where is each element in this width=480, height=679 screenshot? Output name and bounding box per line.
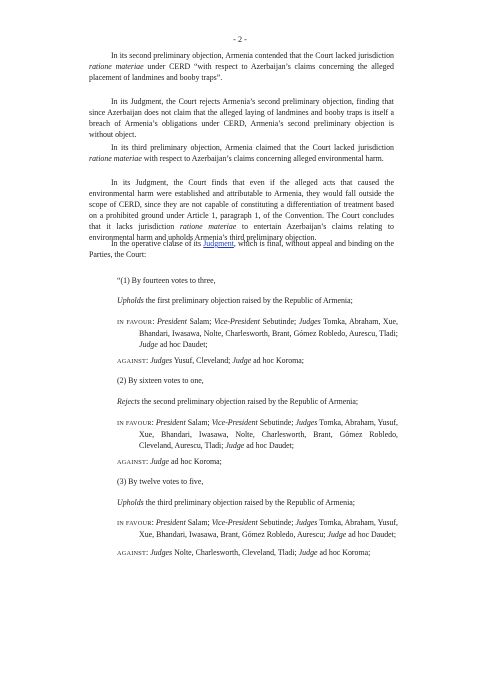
page-number: - 2 - (233, 35, 247, 44)
paragraph-1: In its second preliminary objection, Armenia contended that the Court lacked jurisdiction ratione materiae under CERD “with respect to Azerbaijan’s claims concerning the alleged placement of landmines and booby traps”. (89, 51, 394, 82)
operative-intro: In the operative clause of its Judgment, which is final, without appeal and binding on the Parties, the Court: (89, 239, 394, 259)
clause-1-against: AGAINST: Judges Yusuf, Cleveland; Judge ad hoc Koroma; (117, 356, 304, 365)
clause-2-against: AGAINST: Judge ad hoc Koroma; (117, 457, 222, 466)
judgment-link[interactable]: Judgment (203, 239, 234, 248)
paragraph-4: In its Judgment, the Court finds that even if the alleged acts that caused the environmental harm were established and attributable to Armenia, they would fall outside the scope of CERD, since they are not capable of constituting a differentiation of treatment based on a prohibited ground under Article 1, paragraph 1, of the Convention. The Court concludes that it lacks jurisdiction ratione materiae to entertain Azerbaijan’s claims relating to environmental harm and upholds Armenia’s third preliminary objection. (89, 178, 394, 242)
clause-3-heading: (3) By twelve votes to five, (117, 477, 204, 486)
paragraph-3: In its third preliminary objection, Armenia claimed that the Court lacked jurisdiction ratione materiae with respect to Azerbaijan’s claims concerning alleged environmental harm. (89, 143, 394, 163)
clause-3-in-favour: IN FAVOUR: President Salam; Vice-President Sebutinde; Judges Tomka, Abraham, Yusuf, Xue, Bhandari, Iwasawa, Brant, Gómez Robledo, Aurescu; Judge ad hoc Daudet; (117, 518, 398, 539)
clause-3-against: AGAINST: Judges Nolte, Charlesworth, Cleveland, Tladi; Judge ad hoc Koroma; (117, 548, 371, 557)
clause-2-in-favour: IN FAVOUR: President Salam; Vice-President Sebutinde; Judges Tomka, Abraham, Yusuf, Xue, Bhandari, Iwasawa, Nolte, Charlesworth, Brant, Gómez Robledo, Cleveland, Aurescu, Tladi; Judge ad hoc Daudet; (117, 418, 398, 450)
clause-3-decision: Upholds the third preliminary objection raised by the Republic of Armenia; (117, 498, 355, 507)
paragraph-2: In its Judgment, the Court rejects Armenia’s second preliminary objection, finding that since Azerbaijan does not claim that the alleged laying of landmines and booby traps is itself a breach of Armenia’s obligations under CERD, Armenia’s second preliminary objection is without object. (89, 97, 394, 139)
clause-1-decision: Upholds the first preliminary objection raised by the Republic of Armenia; (117, 296, 353, 305)
clause-1-heading: “(1) By fourteen votes to three, (117, 276, 216, 285)
clause-1-in-favour: IN FAVOUR: President Salam; Vice-President Sebutinde; Judges Tomka, Abraham, Xue, Bhandari, Iwasawa, Nolte, Charlesworth, Brant, Gómez Robledo, Aurescu, Tladi; Judge ad hoc Daudet; (117, 317, 398, 349)
clause-2-heading: (2) By sixteen votes to one, (117, 376, 204, 385)
clause-2-decision: Rejects the second preliminary objection raised by the Republic of Armenia; (117, 397, 359, 406)
